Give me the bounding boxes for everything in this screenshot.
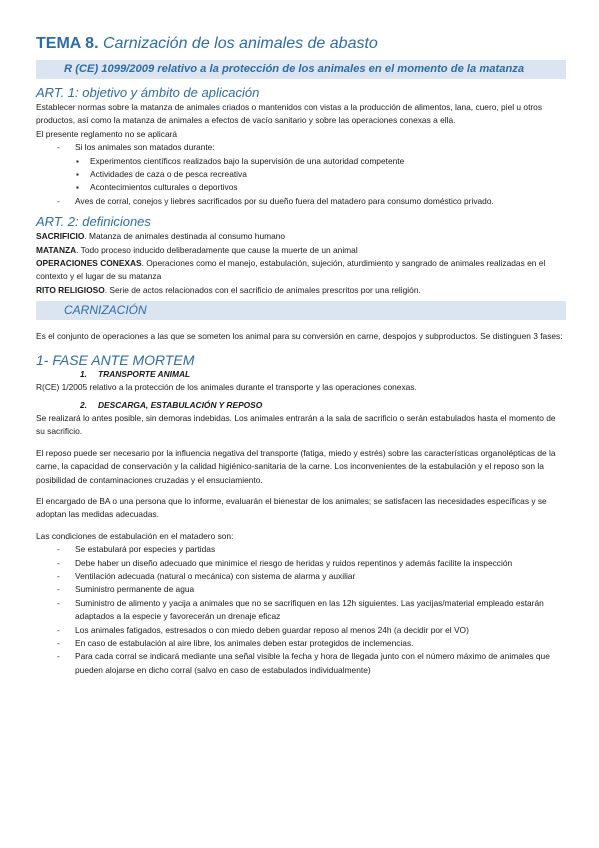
document-title (36, 34, 566, 54)
condition-item: - Se estabulará por especies y partidas (36, 543, 566, 556)
art1-dash-item: - Aves de corral, conejos y liebres sacrificados por su dueño fuera del matadero para consumo doméstico privado. (36, 195, 566, 208)
definition-term: OPERACIONES CONEXAS (36, 258, 142, 269)
fase-ante-mortem-heading: 1- FASE ANTE MORTEM (36, 351, 195, 368)
condition-item: - Para cada corral se indicará mediante una señal visible la fecha y hora de llegada junto con el número máximo de animales que pueden alojarse en dicho corral (salvo en caso de estabulados individualmente) (36, 650, 566, 677)
art1-dash1-text: Si los animales son matados durante: (75, 142, 215, 153)
definition-rito-religioso (36, 284, 566, 297)
item-number: 1. (80, 368, 87, 379)
definition-term: MATANZA (36, 244, 77, 255)
art1-sub-list (36, 155, 566, 195)
art1-heading: ART. 1: objetivo y ámbito de aplicación (36, 85, 260, 100)
descarga-para1: Se realizará lo antes posible, sin demoras indebidas. Los animales entrarán a la sala de sacrificio o serán estabulados hasta el momento de su sacrificio. (36, 412, 556, 437)
definition-text: . Operaciones como el manejo, estabulación, sujeción, aturdimiento y sangrado de animales realizadas en el contexto y el lugar de su matanza (36, 258, 546, 282)
definition-operaciones-conexas (36, 257, 566, 284)
item-title: DESCARGA, ESTABULACIÓN Y REPOSO (98, 399, 263, 410)
condition-item: - Los animales fatigados, estresados o con miedo deben guardar reposo al menos 24h (a decidir por el VO) (36, 624, 566, 637)
tema-number: TEMA 8. (36, 35, 99, 52)
definition-text: . Matanza de animales destinada al consumo humano (84, 231, 286, 242)
carnizacion-band: CARNIZACIÓN (36, 301, 566, 320)
item-number: 2. (80, 399, 87, 410)
definition-text: . Todo proceso inducido deliberadamente que cause la muerte de un animal (76, 244, 358, 255)
definition-term: RITO RELIGIOSO (36, 284, 105, 295)
condition-item: - Suministro de alimento y yacija a animales que no se sacrifiquen en las 12h siguientes. Las yacijas/material empleado estarán adaptados a la especie y favorecerán un drenaje eficaz (36, 597, 566, 624)
definition-matanza (36, 244, 566, 257)
definition-term: SACRIFICIO (36, 231, 85, 242)
condition-item: - En caso de estabulación al aire libre, los animales deben estar protegidos de inclemencias. (36, 637, 566, 650)
definition-text: . Serie de actos relacionados con el sacrificio de animales prescritos por una religión. (104, 284, 421, 295)
numbered-heading-transporte (36, 368, 566, 381)
art1-sub-item: ▪ Actividades de caza o de pesca recreativa (36, 168, 566, 181)
art1-sub-item: ▪ Experimentos científicos realizados bajo la supervisión de una autoridad competente (36, 155, 566, 168)
regulation-band: R (CE) 1099/2009 relativo a la protección de los animales en el momento de la matanza (36, 60, 566, 79)
item-title: TRANSPORTE ANIMAL (98, 368, 191, 379)
art1-dash-item (36, 141, 566, 195)
conditions-list (36, 543, 566, 677)
art2-heading: ART. 2: definiciones (36, 214, 151, 230)
condition-item: - Debe haber un diseño adecuado que minimice el riesgo de heridas y ruidos repentinos y además facilite la inspección (36, 557, 566, 570)
descarga-para2: El reposo puede ser necesario por la influencia negativa del transporte (fatiga, miedo y estrés) sobre las características organolépticas de la carne, la capacidad de conservación y la calidad higiénico-sanitaria de la carne. Los inconvenientes de la estabulación y el reposo son la posibilidad de contaminaciones cruzadas y el ensuciamiento. (36, 447, 556, 485)
descarga-para3: El encargado de BA o una persona que lo informe, evaluarán el bienestar de los animales; se satisfacen las necesidades específicas y se adoptan las medidas adecuadas. (36, 495, 547, 520)
tema-title: Carnización de los animales de abasto (102, 35, 378, 52)
transporte-text: R(CE) 1/2005 relativo a la protección de los animales durante el transporte y las operaciones conexas. (36, 382, 417, 393)
art1-sub-item: ▪ Acontecimientos culturales o deportivos (36, 181, 566, 194)
carnizacion-intro: Es el conjunto de operaciones a las que se someten los animal para su conversión en carne, despojos y subproductos. Se distinguen 3 fases: (36, 331, 563, 342)
numbered-heading-descarga (36, 399, 566, 412)
descarga-para4: Las condiciones de estabulación en el matadero son: (36, 530, 234, 541)
condition-item: - Suministro permanente de agua (36, 583, 566, 596)
art1-dash-list (36, 141, 566, 208)
art1-para1: Establecer normas sobre la matanza de animales criados o mantenidos con vistas a la producción de alimentos, lana, cuero, piel u otros productos, así como la matanza de animales a efectos de vacío sanitario y sobre las operaciones conexas a ella. (36, 102, 543, 126)
document-page (36, 34, 566, 677)
condition-item: - Ventilación adecuada (natural o mecánica) con sistema de alarma y auxiliar (36, 570, 566, 583)
definition-sacrificio (36, 230, 566, 243)
art1-para2: El presente reglamento no se aplicará (36, 128, 178, 139)
